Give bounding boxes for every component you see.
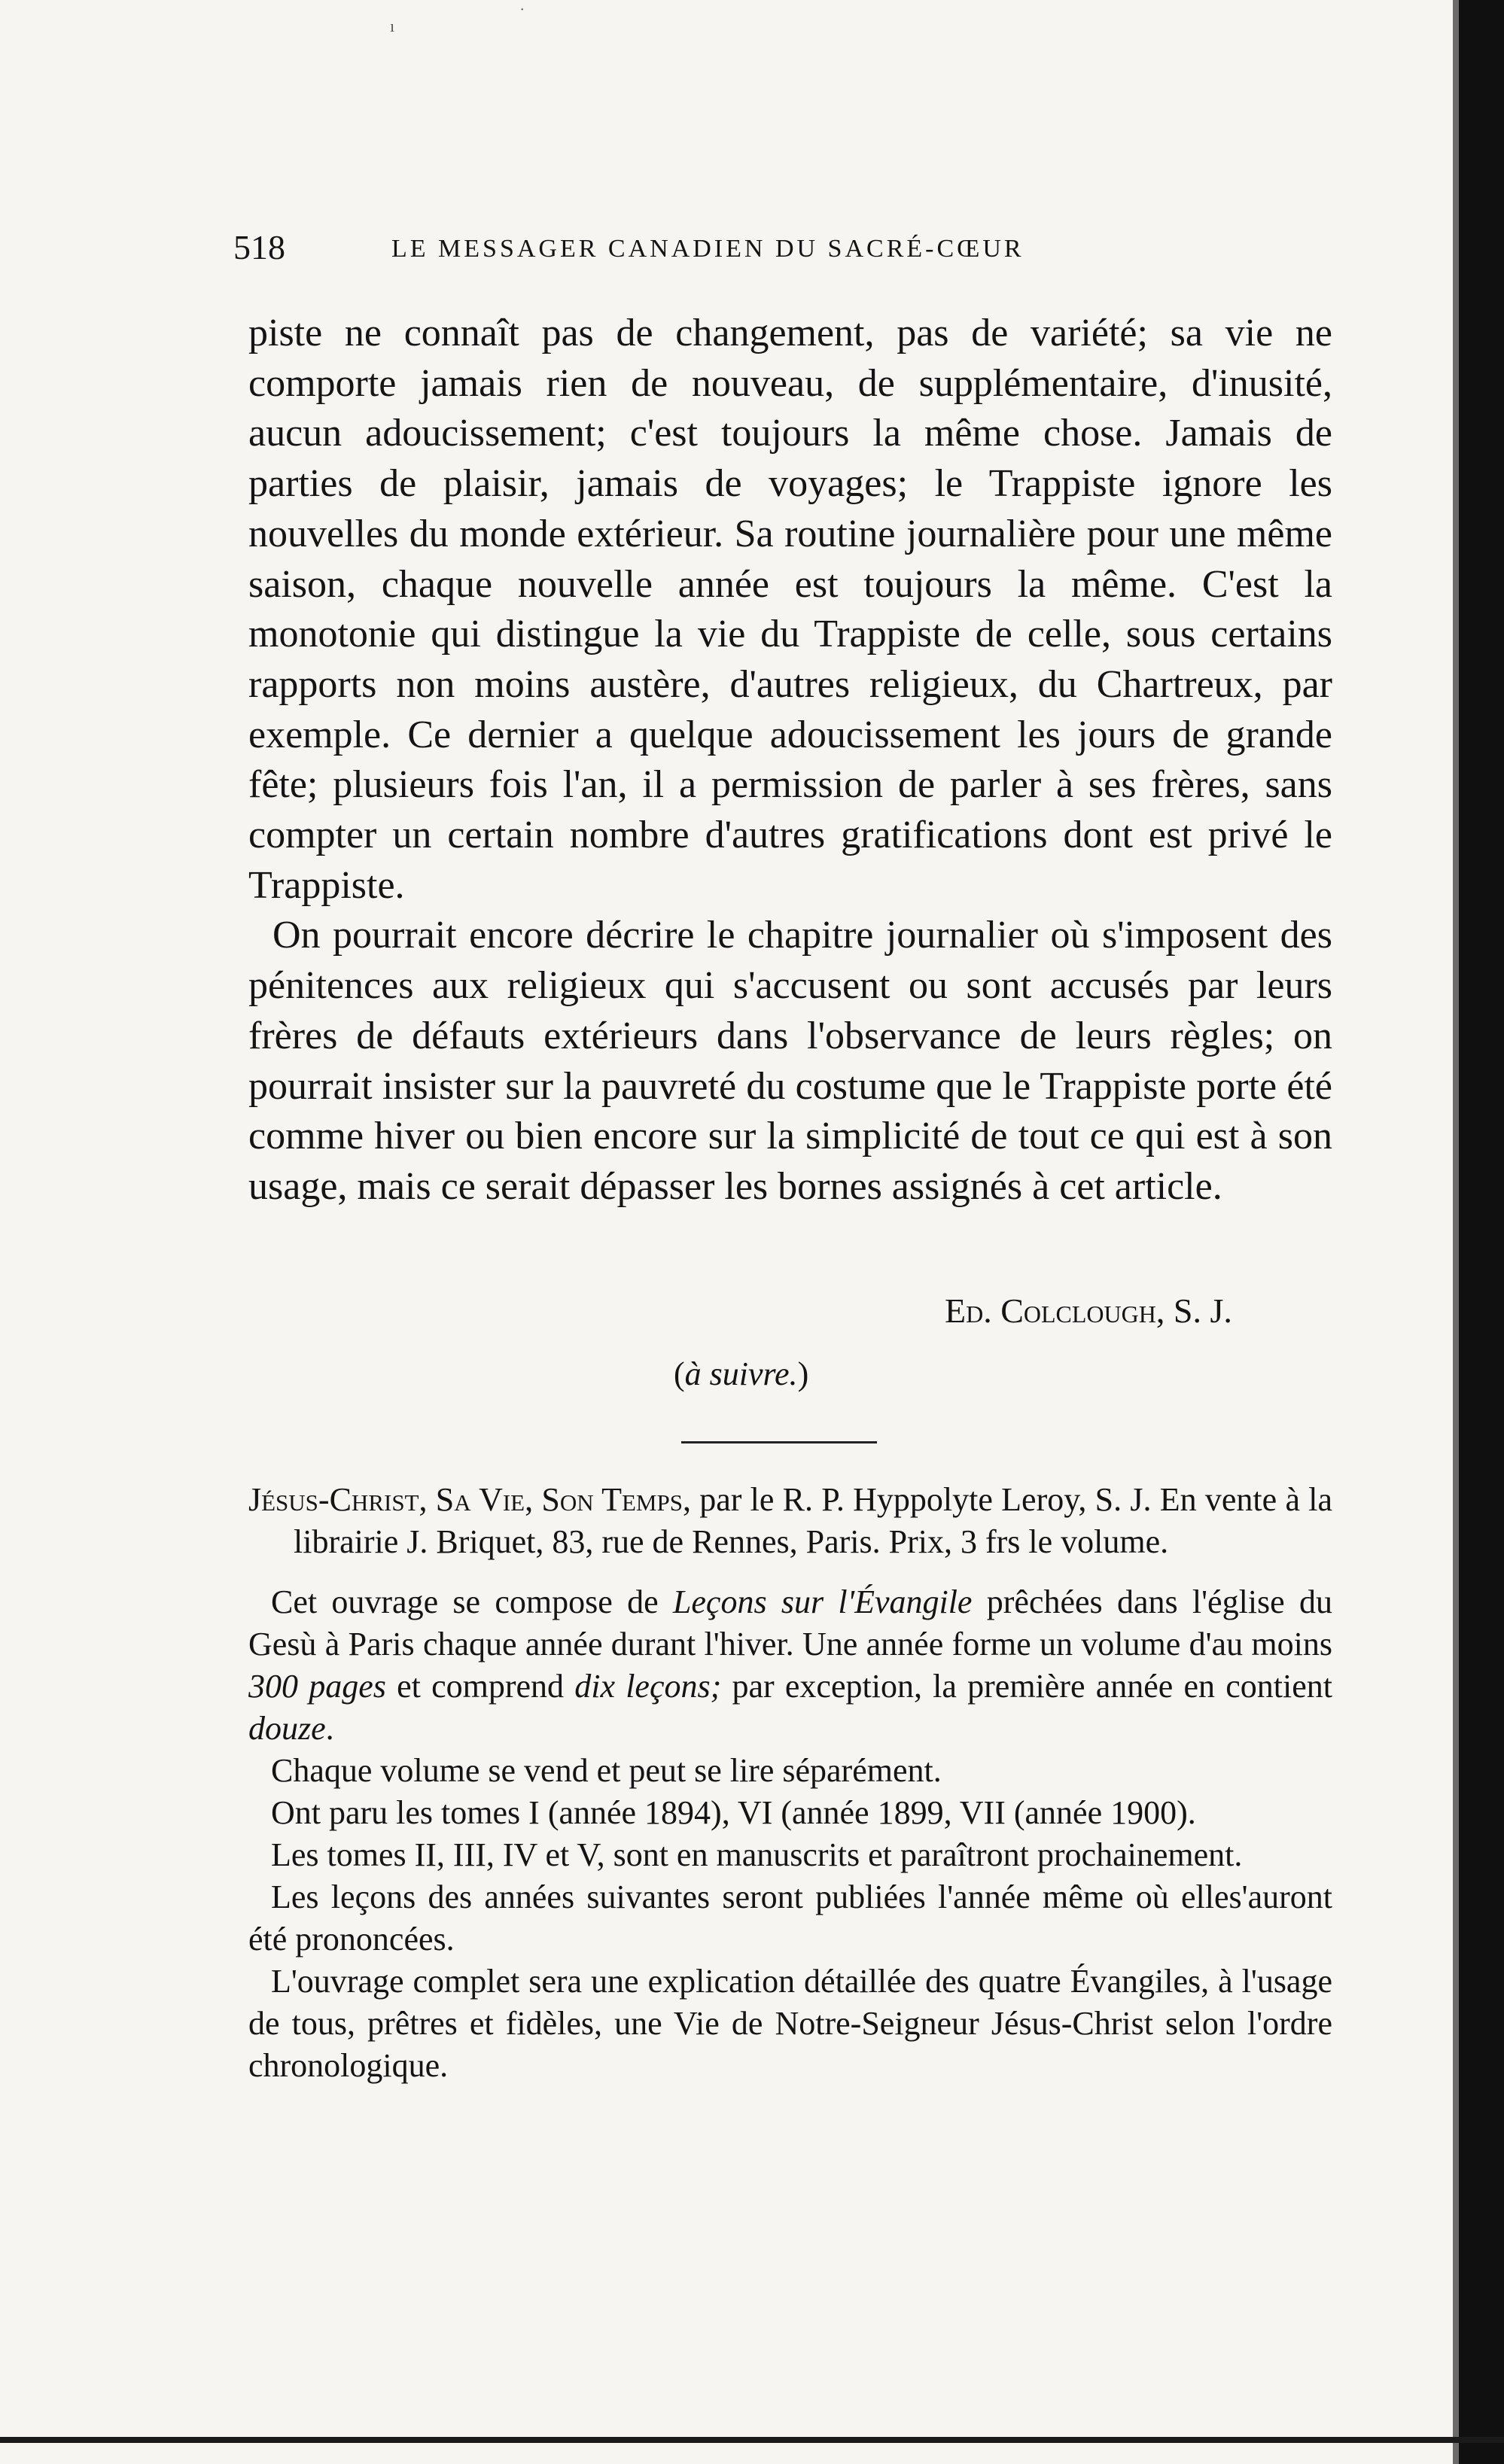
text-run-italic: 300 pages — [248, 1668, 386, 1705]
text-run: Cet ouvrage se compose de — [271, 1583, 673, 1620]
article-paragraph: piste ne connaît pas de changement, pas de variété; sa vie ne comporte jamais rien de nouveau, de supplémentaire, d'inusité, aucun adoucissement; c'est toujours la même chose. Jamais de parties de plaisir, jamais de voyages; le Trappiste ignore les nouvelles du monde extérieur. Sa routine journalière pour une même saison, chaque nouvelle année est toujours la même. C'est la monotonie qui distingue la vie du Trappiste de celle, sous certains rapports non moins austère, d'autres religieux, du Chartreux, par exemple. Ce dernier a quelque adoucissement les jours de grande fête; plusieurs fois l'an, il a permission de parler à ses frères, sans compter un certain nombre d'autres gratifications dont est privé le Trappiste. — [248, 312, 1332, 907]
scan-speck: ı — [390, 17, 395, 35]
notice-paragraph: Les tomes II, III, IV et V, sont en manuscrits et paraîtront prochainement. — [271, 1836, 1243, 1873]
scan-edge-shadow — [1453, 0, 1459, 2464]
author-signature: Ed. Colclough, S. J. — [945, 1291, 1232, 1330]
page-header — [233, 227, 1340, 272]
book-notice — [248, 1479, 1332, 2087]
scan-edge-bar — [1459, 0, 1504, 2464]
scan-bottom-rule — [0, 2437, 1504, 2443]
notice-paragraph: Chaque volume se vend et peut se lire séparément. — [271, 1752, 942, 1789]
text-run-italic: Leçons sur l'Évangile — [672, 1583, 973, 1620]
paren-open: ( — [674, 1355, 685, 1392]
scan-speck: ˙ — [519, 5, 525, 23]
article-body — [248, 309, 1332, 1212]
running-title: LE MESSAGER CANADIEN DU SACRÉ-CŒUR — [391, 235, 1024, 263]
notice-paragraph: Les leçons des années suivantes seront publiées l'année même où elles'auront été prononcées. — [248, 1878, 1332, 1958]
text-run: prêchées dans l'église du Gesù à Paris chaque année durant l'hiver. Une année forme un volume d'au moins — [248, 1583, 1332, 1662]
to-be-continued — [674, 1355, 808, 1393]
notice-heading — [248, 1479, 1332, 1563]
book-details: par le R. P. Hyppolyte Leroy, S. J. En vente à la librairie J. Briquet, 83, rue de Rennes, Paris. Prix, 3 frs le volume. — [294, 1481, 1332, 1560]
notice-paragraph: L'ouvrage complet sera une explication détaillée des quatre Évangiles, à l'usage de tous, prêtres et fidèles, une Vie de Notre-Seigneur Jésus-Christ selon l'ordre chronologique. — [248, 1963, 1332, 2084]
page-number: 518 — [233, 228, 285, 266]
notice-paragraph — [248, 1581, 1332, 1750]
article-paragraph: On pourrait encore décrire le chapitre journalier où s'imposent des pénitences aux religieux qui s'accusent ou sont accusés par leurs frères de défauts extérieurs dans l'observance de leurs règles; on pourrait insister sur la pauvreté du costume que le Trappiste porte été comme hiver ou bien encore sur la simplicité de tout ce qui est à son usage, mais ce serait dépasser les bornes assignés à cet article. — [248, 914, 1332, 1208]
text-run: et comprend — [385, 1668, 575, 1705]
text-run-italic: dix leçons; — [574, 1668, 722, 1705]
section-divider — [681, 1441, 877, 1443]
continued-text: à suivre. — [684, 1355, 798, 1392]
text-run: . — [325, 1710, 334, 1747]
paren-close: ) — [797, 1355, 809, 1392]
book-title: Jésus-Christ, Sa Vie, Son Temps, — [248, 1481, 691, 1518]
notice-paragraph: Ont paru les tomes I (année 1894), VI (année 1899, VII (année 1900). — [271, 1794, 1196, 1831]
text-run: par exception, la première année en contient — [721, 1668, 1332, 1705]
text-run-italic: douze — [248, 1710, 326, 1747]
